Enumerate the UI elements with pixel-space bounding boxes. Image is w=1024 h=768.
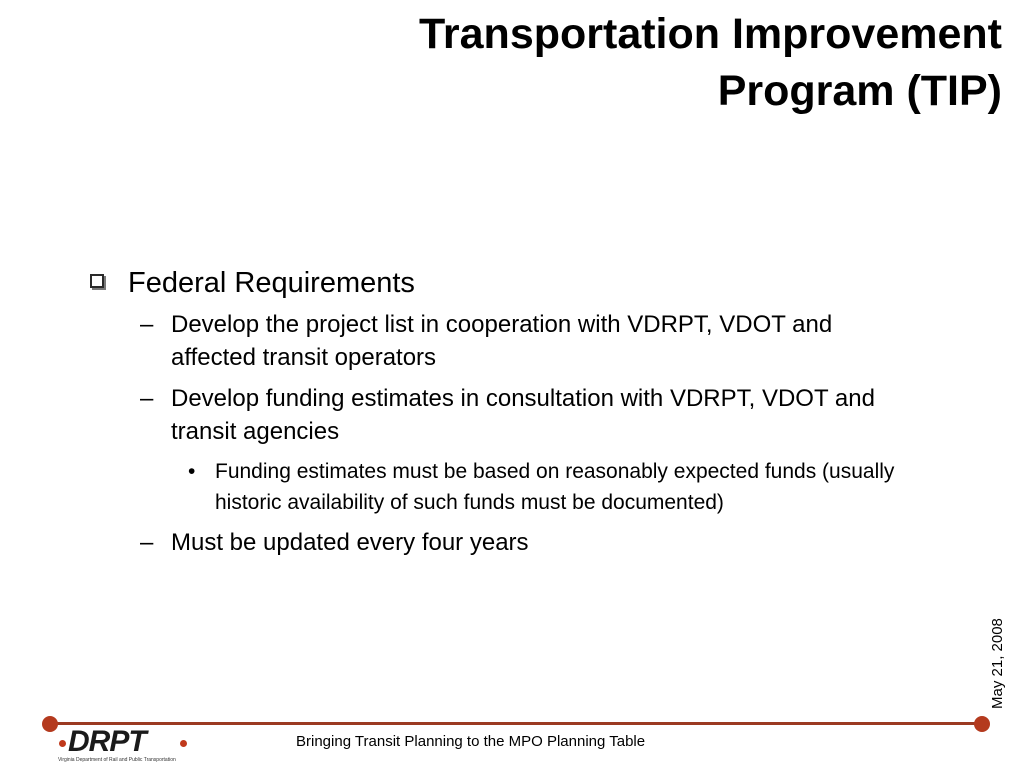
sub-bullet-text: Develop the project list in cooperation with VDRPT, VDOT and affected transit operators: [171, 311, 833, 371]
logo-dot-icon: [59, 740, 66, 747]
sub-sub-bullet-expected-funds: [88, 456, 895, 518]
checkbox-bullet-icon: [90, 274, 104, 288]
dash-bullet-icon: –: [140, 529, 154, 556]
title-line-2: Program (TIP): [717, 67, 1002, 115]
footer-divider: [50, 722, 982, 725]
sub-bullet-updated: [88, 526, 911, 559]
bullet-text: Federal Requirements: [128, 267, 415, 299]
bullet-list: [88, 262, 918, 567]
logo-subtitle: Virginia Department of Rail and Public Transportation: [58, 757, 176, 763]
slide-date: May 21, 2008: [989, 618, 1006, 709]
sub-bullet-text: Develop funding estimates in consultation with VDRPT, VDOT and transit agencies: [171, 385, 875, 445]
drpt-logo: [56, 727, 196, 765]
slide-title: [202, 6, 1002, 120]
sub-sub-bullet-text: Funding estimates must be based on reasonably expected funds (usually historic availability of such funds must be documented): [215, 460, 895, 514]
sub-bullet-text: Must be updated every four years: [171, 529, 529, 556]
title-line-1: Transportation Improvement: [419, 10, 1002, 58]
sub-bullet-funding-estimates: [88, 382, 911, 448]
dot-bullet-icon: •: [188, 460, 196, 483]
bullet-federal-requirements: [88, 262, 918, 304]
footer-dot-right-icon: [974, 716, 990, 732]
dash-bullet-icon: –: [140, 385, 154, 412]
logo-dot-icon: [180, 740, 187, 747]
dash-bullet-icon: –: [140, 311, 154, 338]
logo-text: DRPT: [68, 725, 146, 758]
footer-tagline: Bringing Transit Planning to the MPO Planning Table: [296, 733, 646, 750]
sub-bullet-project-list: [88, 308, 911, 374]
